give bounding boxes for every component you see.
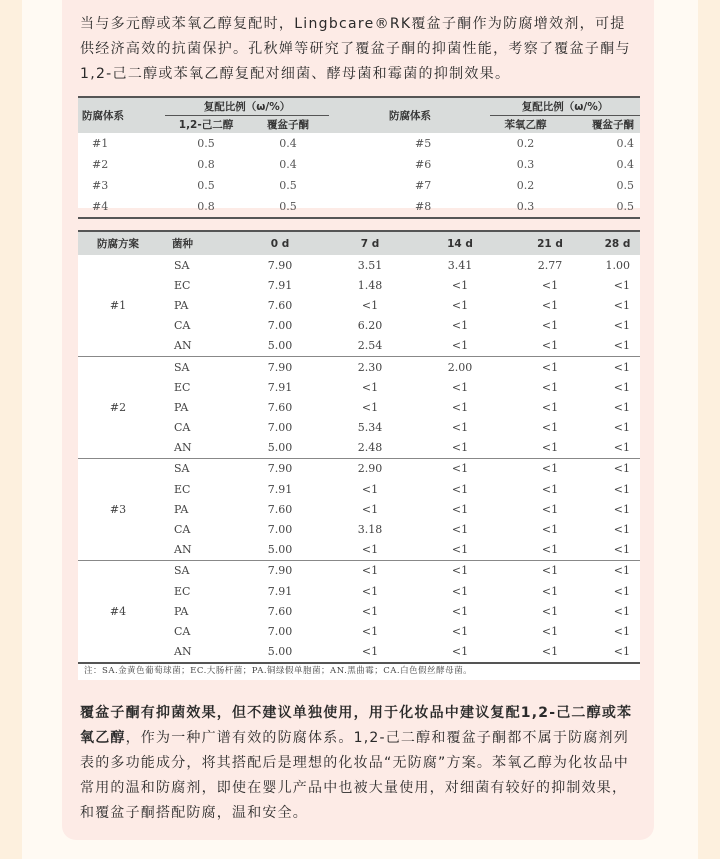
value-cell: 2.77	[537, 258, 563, 272]
value-cell: <1	[361, 564, 379, 578]
formula-table	[78, 96, 640, 213]
value-cell: <1	[595, 642, 640, 663]
strain-cell: CA	[174, 319, 191, 333]
t2-header-strain: 菌种	[158, 231, 235, 255]
conclusion-text: ，作为一种广谱有效的防腐体系。1,2-己二醇和覆盆子酮都不属于防腐剂列表的多功能成分，将其搭配后是理想的化妆品“无防腐”方案。苯氧乙醇为化妆品中常用的温和防腐剂，即使在婴儿产品中也被大量使用，对细菌有较好的抑制效果，和覆盆子酮搭配防腐，温和安全。	[80, 730, 629, 821]
table-row	[78, 560, 640, 581]
value-cell: 2.90	[357, 462, 383, 476]
value-cell: <1	[451, 604, 469, 618]
strain-cell: EC	[174, 380, 191, 394]
value-cell: 5.00	[235, 438, 325, 459]
t1-sub-hexanediol: 1,2-己二醇	[165, 116, 247, 134]
strain-cell: SA	[174, 462, 190, 476]
strain-cell: CA	[174, 421, 191, 435]
t1-row: #2 0.8 0.4 #6 0.3 0.4	[92, 158, 634, 171]
strain-cell: SA	[174, 258, 190, 272]
scheme-id: #4	[78, 560, 158, 662]
strain-cell: CA	[174, 624, 191, 638]
t2-header-14d: 14 d	[415, 231, 505, 255]
value-cell: <1	[595, 438, 640, 459]
t2-header-21d: 21 d	[505, 231, 595, 255]
value-cell: <1	[541, 421, 559, 435]
value-cell: <1	[361, 482, 379, 496]
right-margin-strip	[698, 0, 720, 859]
value-cell: <1	[361, 502, 379, 516]
value-cell: <1	[541, 502, 559, 516]
value-cell: 7.60	[267, 604, 293, 618]
table-row	[78, 255, 640, 275]
value-cell: <1	[451, 380, 469, 394]
value-cell: <1	[415, 336, 505, 357]
value-cell: 7.91	[267, 278, 293, 292]
value-cell: <1	[451, 400, 469, 414]
value-cell: 2.54	[325, 336, 415, 357]
t2-header-7d: 7 d	[325, 231, 415, 255]
conclusion-bold-2: 用于化妆品中建议复配1,2-己二醇或苯氧乙醇	[80, 705, 633, 746]
value-cell: <1	[613, 298, 630, 312]
strain-cell: PA	[174, 604, 189, 618]
t2-header-0d: 0 d	[235, 231, 325, 255]
value-cell: <1	[451, 482, 469, 496]
strain-cell: AN	[158, 336, 235, 357]
table-row	[78, 581, 640, 601]
value-cell: <1	[451, 564, 469, 578]
value-cell: <1	[613, 360, 630, 374]
value-cell: <1	[613, 482, 630, 496]
strain-cell: EC	[174, 584, 191, 598]
table-row	[78, 397, 640, 417]
value-cell: <1	[541, 624, 559, 638]
scheme-id: #1	[78, 255, 158, 356]
t1-row: #1 0.5 0.4 #5 0.2 0.4	[92, 137, 634, 150]
value-cell: <1	[613, 462, 630, 476]
value-cell: <1	[451, 462, 469, 476]
value-cell: 5.00	[235, 642, 325, 663]
value-cell: <1	[541, 462, 559, 476]
table-row	[78, 519, 640, 539]
value-cell: 7.90	[267, 564, 293, 578]
value-cell: 7.60	[267, 502, 293, 516]
value-cell: <1	[613, 380, 630, 394]
strain-cell: PA	[174, 502, 189, 516]
conclusion-bold-1: 覆盆子酮有抑菌效果，但不建议单独使用，	[80, 705, 369, 721]
value-cell: <1	[361, 298, 379, 312]
value-cell: <1	[613, 278, 630, 292]
table-row	[78, 438, 640, 459]
value-cell: 7.60	[267, 400, 293, 414]
value-cell: <1	[541, 523, 559, 537]
value-cell: 7.00	[267, 523, 293, 537]
value-cell: 7.91	[267, 584, 293, 598]
left-margin-strip	[0, 0, 22, 859]
value-cell: 7.91	[267, 380, 293, 394]
value-cell: <1	[415, 438, 505, 459]
table-footnote: 注：SA.金黄色葡萄球菌；EC.大肠杆菌；PA.铜绿假单胞菌；AN.黑曲霉；CA.白色假丝酵母菌。	[84, 666, 473, 676]
t1-sub-phenoxyethanol: 苯氧乙醇	[490, 116, 561, 134]
value-cell: <1	[613, 564, 630, 578]
value-cell: <1	[541, 400, 559, 414]
value-cell: <1	[613, 319, 630, 333]
value-cell: 5.00	[235, 540, 325, 561]
value-cell: 3.41	[447, 258, 473, 272]
value-cell: 1.00	[605, 258, 630, 272]
table-row	[78, 418, 640, 438]
table-row	[78, 540, 640, 561]
value-cell: <1	[595, 540, 640, 561]
value-cell: <1	[361, 380, 379, 394]
table-row	[78, 295, 640, 315]
value-cell: <1	[541, 298, 559, 312]
value-cell: 7.00	[267, 319, 293, 333]
value-cell: <1	[451, 523, 469, 537]
t1-sub-raspberry-left: 覆盆子酮	[247, 116, 329, 134]
strain-cell: SA	[174, 360, 190, 374]
value-cell: 7.00	[267, 421, 293, 435]
value-cell: 5.00	[235, 336, 325, 357]
strain-cell: SA	[174, 564, 190, 578]
strain-cell: AN	[158, 438, 235, 459]
value-cell: <1	[451, 502, 469, 516]
table-row	[78, 356, 640, 377]
t1-col-system-right: 防腐体系	[329, 97, 490, 133]
value-cell: <1	[451, 319, 469, 333]
strain-cell: AN	[158, 642, 235, 663]
value-cell: <1	[325, 642, 415, 663]
strain-cell: EC	[174, 482, 191, 496]
value-cell: <1	[613, 400, 630, 414]
value-cell: <1	[361, 624, 379, 638]
value-cell: <1	[505, 642, 595, 663]
table-row	[78, 377, 640, 397]
value-cell: <1	[541, 564, 559, 578]
value-cell: <1	[361, 400, 379, 414]
value-cell: <1	[595, 336, 640, 357]
table-row	[78, 275, 640, 295]
value-cell: 7.00	[267, 624, 293, 638]
value-cell: <1	[451, 421, 469, 435]
value-cell: <1	[613, 624, 630, 638]
value-cell: <1	[541, 482, 559, 496]
value-cell: <1	[415, 540, 505, 561]
value-cell: <1	[451, 298, 469, 312]
t2-header-scheme: 防腐方案	[78, 231, 158, 255]
scheme-id: #2	[78, 356, 158, 458]
table-row	[78, 316, 640, 336]
value-cell: <1	[613, 502, 630, 516]
value-cell: 5.34	[357, 421, 383, 435]
t1-row: #4 0.8 0.5 #8 0.3 0.5	[78, 196, 640, 218]
value-cell: <1	[541, 319, 559, 333]
conclusion-paragraph	[80, 701, 640, 826]
value-cell: <1	[541, 360, 559, 374]
value-cell: 7.91	[267, 482, 293, 496]
strain-cell: PA	[174, 298, 189, 312]
value-cell: 7.90	[267, 258, 293, 272]
scheme-id: #3	[78, 458, 158, 560]
table-row	[78, 479, 640, 499]
value-cell: <1	[325, 540, 415, 561]
strain-cell: AN	[158, 540, 235, 561]
table-row	[78, 621, 640, 641]
value-cell: <1	[451, 624, 469, 638]
value-cell: <1	[451, 278, 469, 292]
value-cell: <1	[505, 336, 595, 357]
value-cell: 7.60	[267, 298, 293, 312]
value-cell: <1	[415, 642, 505, 663]
value-cell: 2.30	[357, 360, 383, 374]
value-cell: 2.00	[447, 360, 473, 374]
value-cell: 3.51	[357, 258, 383, 272]
t1-sub-raspberry-right: 覆盆子酮	[561, 116, 640, 134]
table-row	[78, 458, 640, 479]
value-cell: 7.90	[267, 462, 293, 476]
value-cell: 6.20	[357, 319, 383, 333]
value-cell: <1	[361, 584, 379, 598]
table-row	[78, 642, 640, 663]
antimicrobial-results-table	[78, 230, 640, 680]
value-cell: 1.48	[357, 278, 383, 292]
t1-col-ratio-left: 复配比例（ω/%）	[165, 97, 329, 116]
table-row	[78, 601, 640, 621]
value-cell: <1	[613, 523, 630, 537]
value-cell: 2.48	[325, 438, 415, 459]
value-cell: <1	[613, 604, 630, 618]
t2-header-28d: 28 d	[595, 231, 640, 255]
table-row	[78, 499, 640, 519]
value-cell: <1	[541, 584, 559, 598]
intro-paragraph: 当与多元醇或苯氧乙醇复配时，Lingbcare®RK覆盆子酮作为防腐增效剂，可提供经济高效的抗菌保护。孔秋婵等研究了覆盆子酮的抑菌性能，考察了覆盆子酮与1,2-己二醇或苯氧乙醇复配对细菌、酵母菌和霉菌的抑制效果。	[80, 16, 631, 82]
value-cell: <1	[541, 278, 559, 292]
table-row	[78, 336, 640, 357]
value-cell: <1	[541, 604, 559, 618]
value-cell: <1	[505, 438, 595, 459]
strain-cell: PA	[174, 400, 189, 414]
value-cell: <1	[613, 584, 630, 598]
strain-cell: EC	[174, 278, 191, 292]
t1-row: #3 0.5 0.5 #7 0.2 0.5	[92, 179, 634, 192]
value-cell: 7.90	[267, 360, 293, 374]
t1-col-ratio-right: 复配比例（ω/%）	[490, 97, 640, 116]
value-cell: <1	[451, 584, 469, 598]
value-cell: <1	[541, 380, 559, 394]
strain-cell: CA	[174, 523, 191, 537]
value-cell: <1	[613, 421, 630, 435]
value-cell: <1	[361, 604, 379, 618]
value-cell: <1	[505, 540, 595, 561]
value-cell: 3.18	[357, 523, 383, 537]
t1-col-system-left: 防腐体系	[78, 97, 165, 133]
